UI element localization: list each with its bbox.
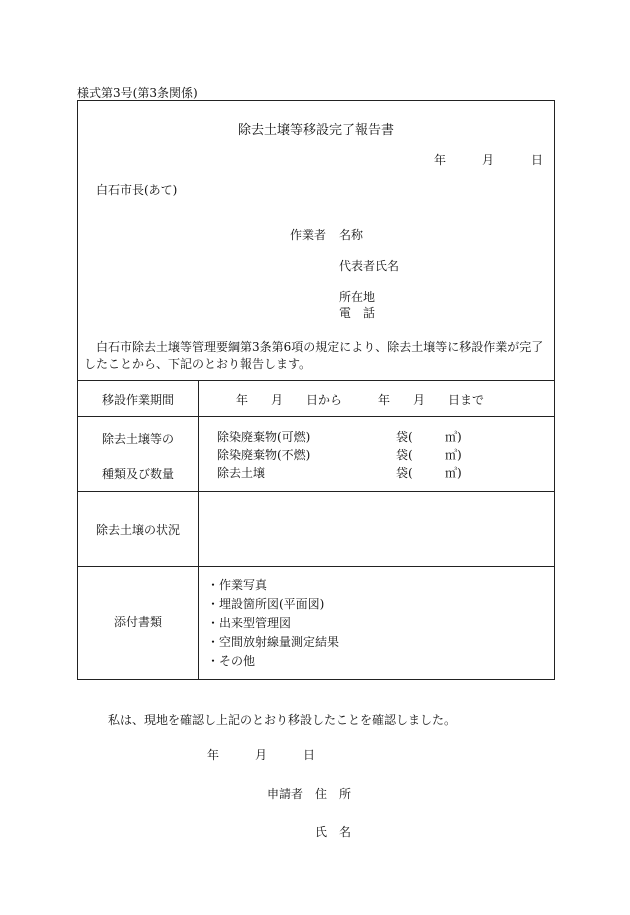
status-label: 除去土壌の状況	[95, 523, 180, 537]
worker-representative-label: 代表者氏名	[339, 259, 400, 273]
applicant-name-label: 氏 名	[315, 825, 352, 839]
form-number-label: 様式第3号(第3条関係)	[77, 86, 198, 100]
document-title: 除去土壌等移設完了報告書	[237, 123, 394, 138]
period-start-day: 日から	[306, 393, 343, 407]
attachment-item: ・その他	[207, 654, 256, 668]
table-column-divider	[198, 380, 199, 679]
table-row-divider	[78, 491, 554, 492]
worker-phone-label: 電 話	[339, 306, 376, 320]
date-day: 日	[531, 153, 544, 167]
table-row-divider	[78, 416, 554, 417]
date-month: 月	[482, 153, 495, 167]
period-end-day: 日まで	[448, 393, 485, 407]
type-item-volume: ㎥)	[445, 466, 462, 480]
type-item-volume: ㎥)	[445, 448, 462, 462]
type-item-bags: 袋(	[396, 466, 413, 480]
period-start-month: 月	[271, 393, 284, 407]
type-item-bags: 袋(	[396, 430, 413, 444]
footer-date-month: 月	[255, 748, 268, 762]
type-item-name: 除染廃棄物(不燃)	[217, 448, 311, 462]
attachments-label: 添付書類	[113, 615, 162, 629]
worker-location-label: 所在地	[339, 290, 376, 304]
type-item-bags: 袋(	[396, 448, 413, 462]
report-statement: 白石市除去土壌等管理要綱第3条第6項の規定により、除去土壌等に移設作業が完了したことから、下記のとおり報告します。	[84, 340, 544, 371]
confirmation-statement: 私は、現地を確認し上記のとおり移設したことを確認しました。	[108, 713, 457, 727]
period-end-month: 月	[413, 393, 426, 407]
attachment-item: ・出来型管理図	[207, 616, 292, 630]
report-form-box	[77, 100, 555, 680]
worker-name-label: 名称	[339, 228, 364, 242]
footer-date-year: 年	[207, 748, 220, 762]
applicant-address-label: 住 所	[315, 787, 352, 801]
attachment-item: ・作業写真	[207, 578, 268, 592]
type-item-name: 除去土壌	[217, 466, 266, 480]
period-end-year: 年	[378, 393, 391, 407]
period-start-year: 年	[236, 393, 249, 407]
addressee: 白石市長(あて)	[96, 183, 178, 197]
worker-label: 作業者	[290, 228, 327, 242]
types-label-line2: 種類及び数量	[101, 467, 174, 481]
attachment-item: ・空間放射線量測定結果	[207, 635, 340, 649]
type-item-name: 除染廃棄物(可燃)	[217, 430, 311, 444]
footer-date-day: 日	[303, 748, 316, 762]
table-top-border	[78, 380, 554, 381]
attachment-item: ・埋設箇所図(平面図)	[207, 597, 325, 611]
date-year: 年	[434, 153, 447, 167]
type-item-volume: ㎥)	[445, 430, 462, 444]
types-label-line1: 除去土壌等の	[101, 432, 174, 446]
period-label: 移設作業期間	[101, 393, 174, 407]
table-row-divider	[78, 566, 554, 567]
applicant-label: 申請者	[267, 787, 304, 801]
